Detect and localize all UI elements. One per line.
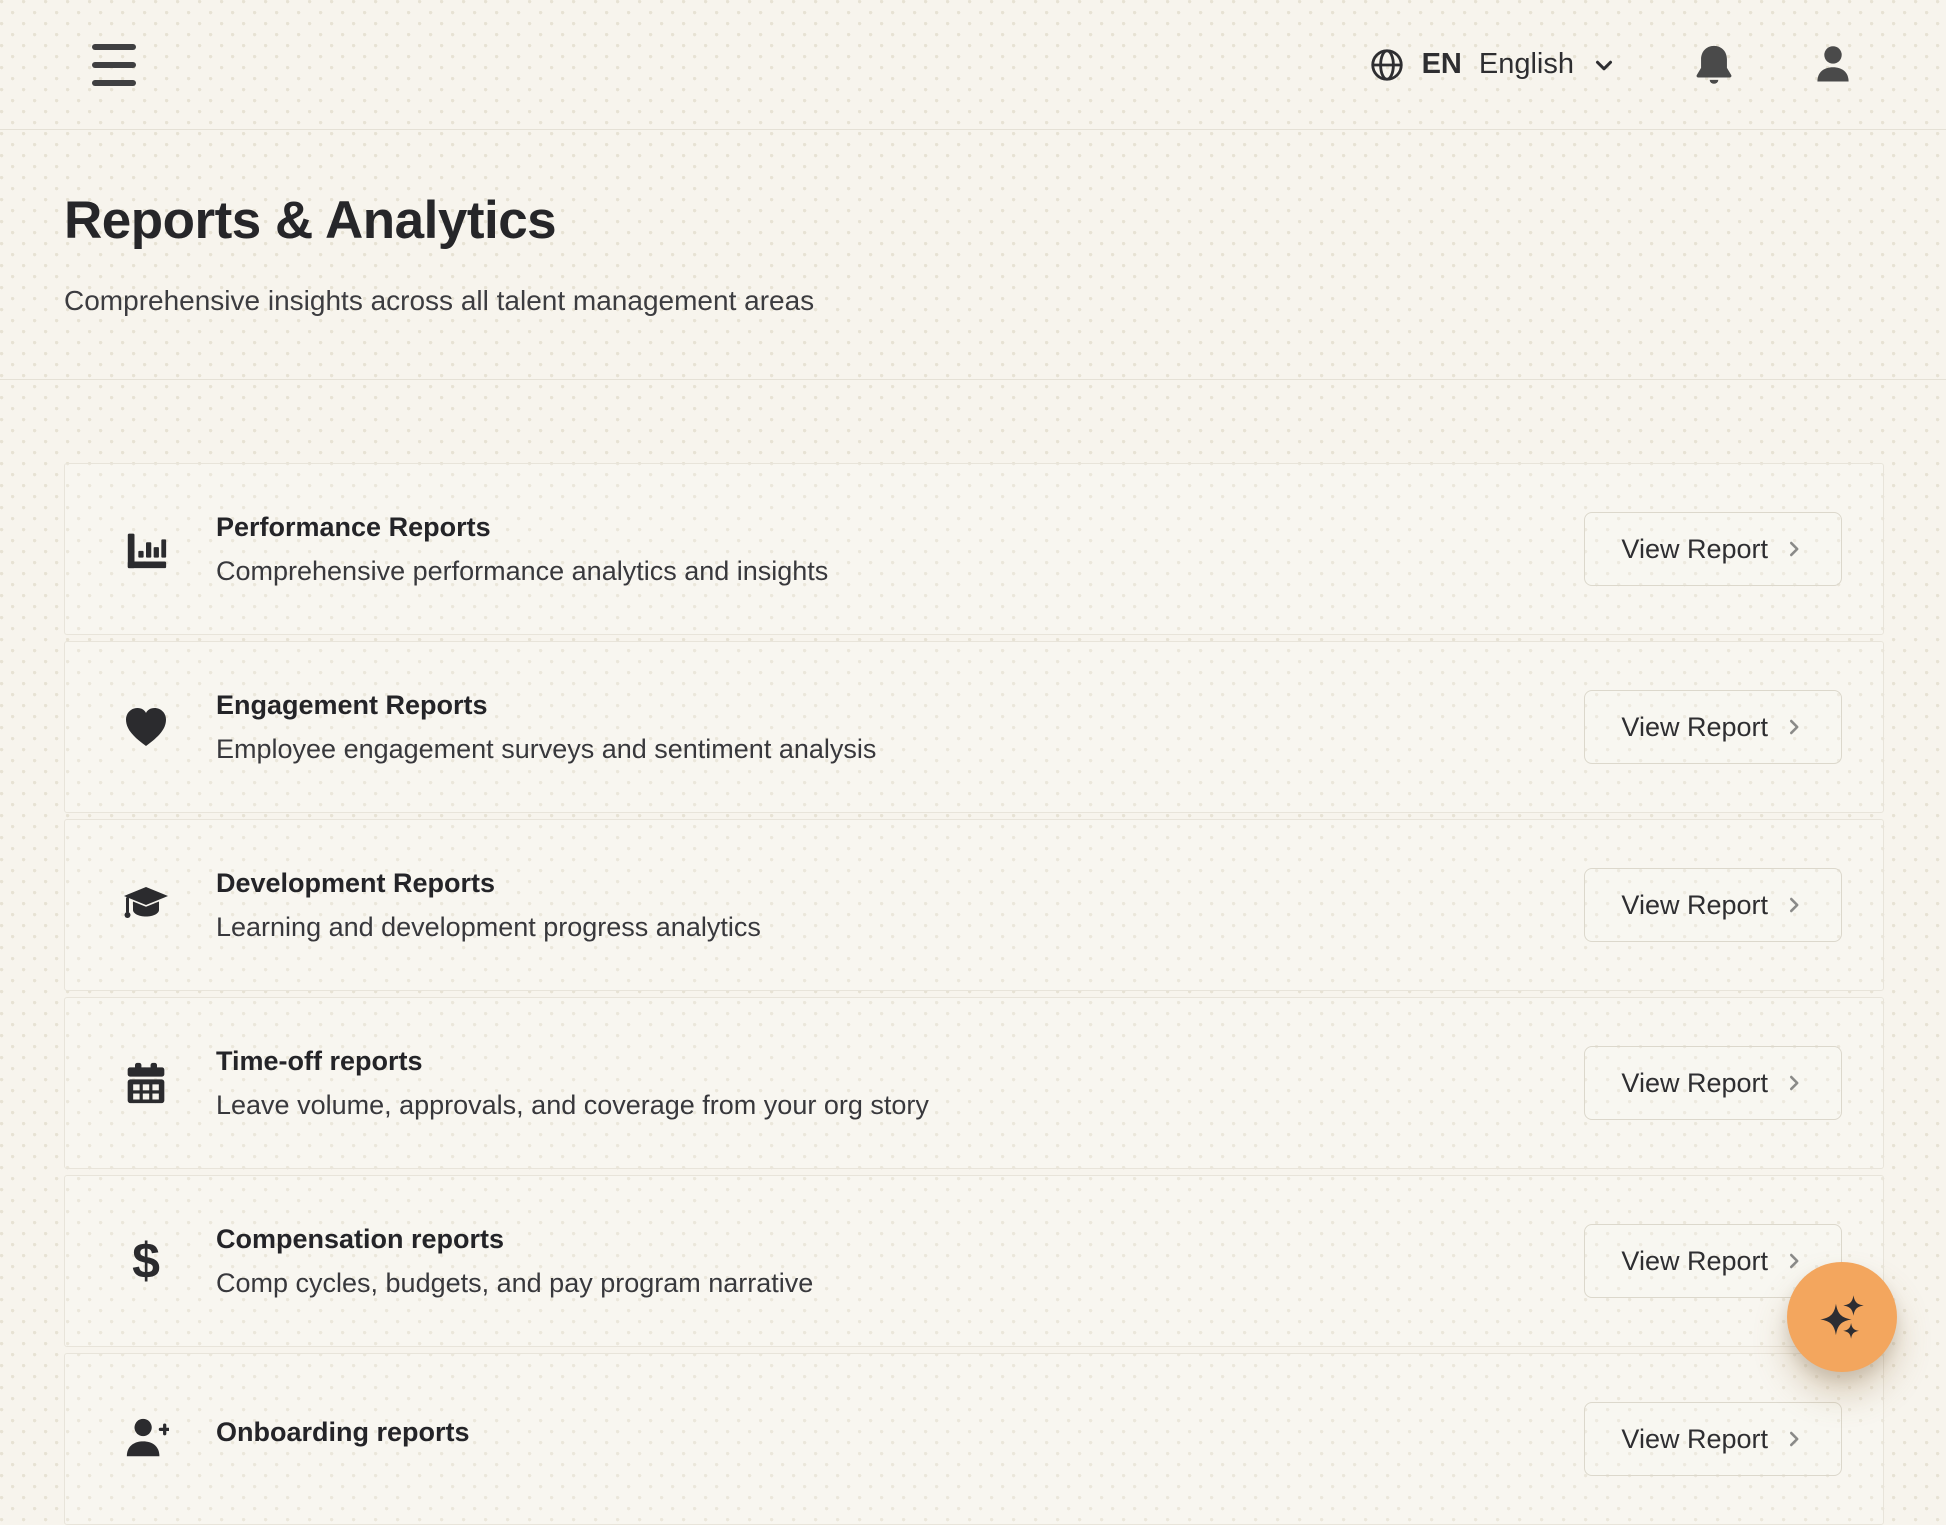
svg-text:$: $ [132, 1233, 160, 1289]
language-code: EN [1421, 48, 1462, 80]
report-title: Time-off reports [216, 1045, 423, 1076]
report-card [64, 1175, 1884, 1347]
chevron-down-icon [1591, 52, 1617, 78]
report-list [0, 380, 1946, 1525]
report-card [64, 1353, 1884, 1525]
report-title: Compensation reports [216, 1223, 505, 1254]
calendar-icon [122, 1059, 170, 1107]
view-report-button[interactable]: View Report [1584, 1224, 1842, 1298]
chevron-right-icon [1783, 894, 1805, 916]
hamburger-icon[interactable] [92, 43, 136, 87]
bar-chart-icon [122, 525, 170, 573]
report-title: Engagement Reports [216, 689, 488, 720]
report-card [64, 641, 1884, 813]
user-plus-icon [122, 1415, 170, 1463]
chevron-right-icon [1783, 716, 1805, 738]
report-card [64, 463, 1884, 635]
report-card [64, 819, 1884, 991]
report-description: Learning and development progress analytics [216, 911, 761, 942]
globe-icon [1369, 47, 1405, 83]
report-description: Leave volume, approvals, and coverage from your org story [216, 1089, 929, 1120]
heart-icon [122, 703, 170, 751]
report-description: Comp cycles, budgets, and pay program narrative [216, 1267, 814, 1298]
sparkles-icon [1813, 1288, 1871, 1346]
view-report-button[interactable]: View Report [1584, 1402, 1842, 1476]
ai-assistant-fab[interactable] [1787, 1262, 1897, 1372]
chevron-right-icon [1783, 1072, 1805, 1094]
top-bar [0, 0, 1946, 130]
chevron-right-icon [1783, 538, 1805, 560]
page-title: Reports & Analytics [64, 191, 557, 250]
view-report-button[interactable]: View Report [1584, 868, 1842, 942]
view-report-button[interactable]: View Report [1584, 512, 1842, 586]
graduation-cap-icon [122, 881, 170, 929]
page-header [0, 130, 1946, 380]
report-title: Onboarding reports [216, 1417, 470, 1447]
report-description: Comprehensive performance analytics and insights [216, 555, 829, 586]
view-report-button[interactable]: View Report [1584, 690, 1842, 764]
chevron-right-icon [1783, 1250, 1805, 1272]
page-subtitle: Comprehensive insights across all talent management areas [64, 285, 815, 316]
top-bar-actions [1369, 42, 1855, 88]
language-label: English [1478, 48, 1574, 80]
bell-icon[interactable] [1691, 42, 1737, 88]
language-selector[interactable] [1369, 47, 1617, 83]
report-title: Performance Reports [216, 511, 491, 542]
dollar-icon [122, 1233, 170, 1289]
user-icon[interactable] [1811, 42, 1855, 88]
view-report-button[interactable]: View Report [1584, 1046, 1842, 1120]
report-card [64, 997, 1884, 1169]
report-title: Development Reports [216, 867, 496, 898]
chevron-right-icon [1783, 1428, 1805, 1450]
report-description: Employee engagement surveys and sentiment analysis [216, 733, 877, 764]
